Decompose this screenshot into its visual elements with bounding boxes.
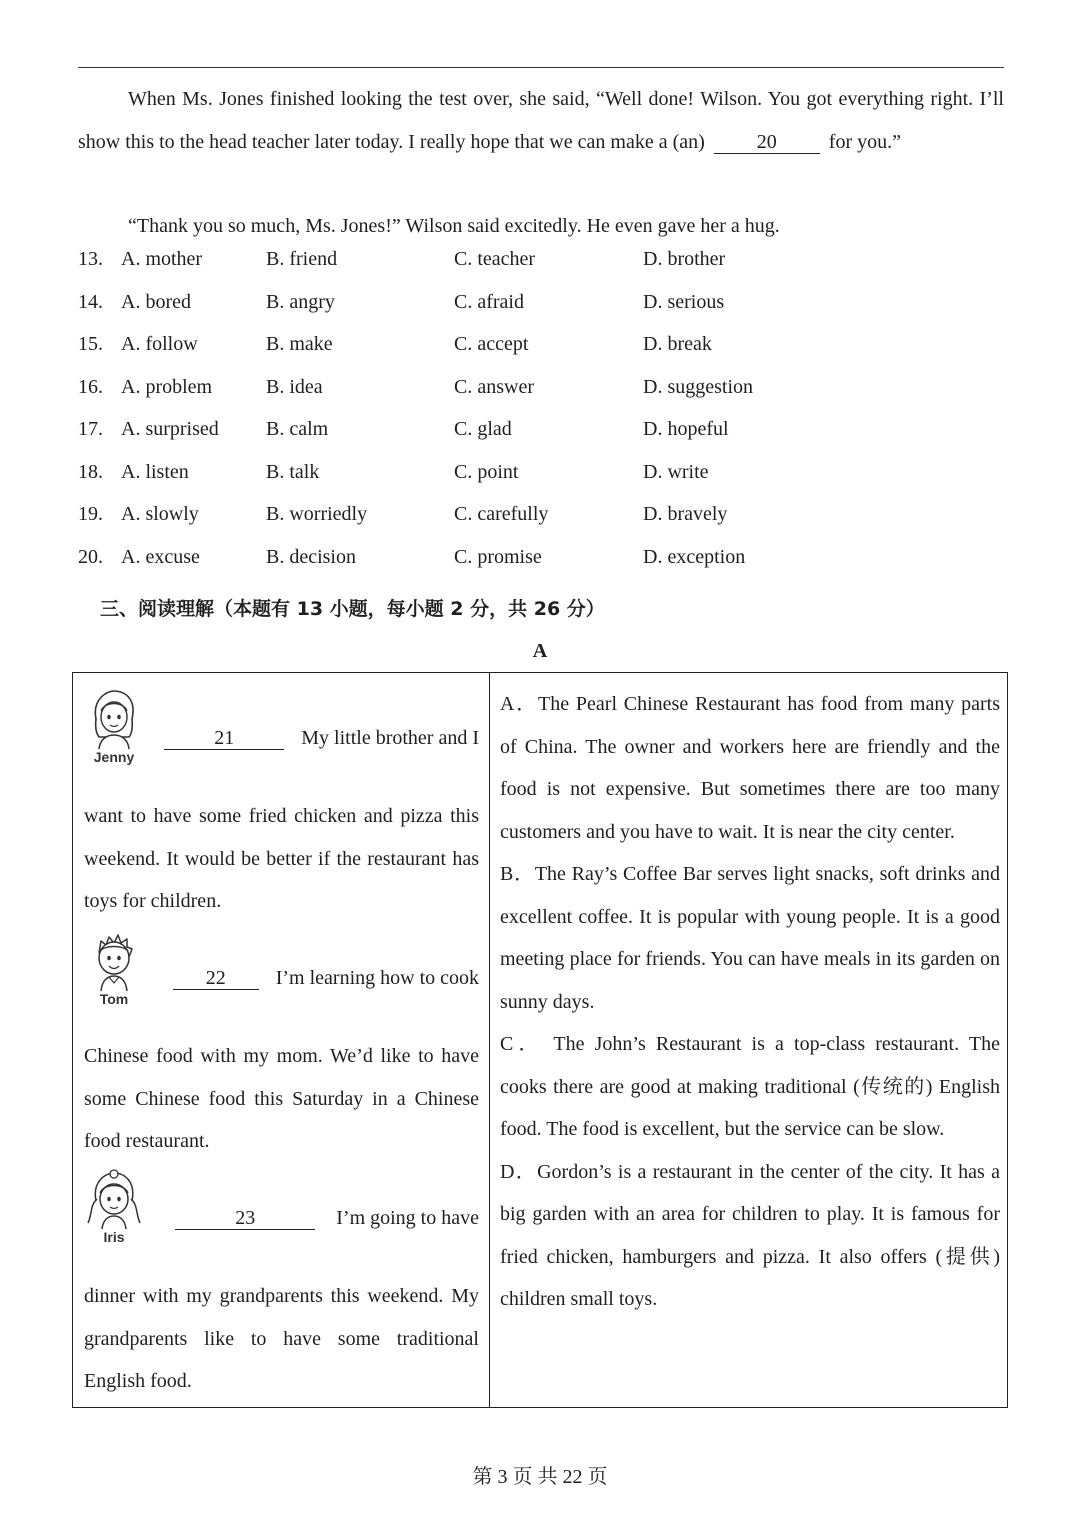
girl-with-braids-avatar-icon [84,1169,144,1231]
passage-paragraph-2 [78,205,1004,248]
option-a: A. listen [121,461,189,483]
option-d: D. brother [643,248,726,270]
option-b: B. make [266,333,333,355]
passage-paragraph-1 [78,78,1004,163]
question-row [78,248,1004,290]
boy-avatar-icon [87,931,141,993]
matching-table [72,672,1008,1408]
passage-text: When Ms. Jones finished looking the test over, she said, “Well done! Wilson. You got everything right. I’ll show this to the head teacher later today. I really hope that we can make a (an) [78,88,1004,153]
page-footer: 第 3 页 共 22 页 [472,1466,608,1488]
option-c: C. accept [454,333,529,355]
table-divider [489,673,490,1407]
first-line [171,1203,479,1233]
option-c: C. point [454,461,519,483]
question-row [78,461,1004,503]
option-c: C. answer [454,376,534,398]
person-text: dinner with my grandparents this weekend. My grandparents like to have some traditional English food. [84,1285,479,1392]
question-row [78,546,1004,588]
option-b: B. friend [266,248,338,270]
option-d: D. exception [643,546,746,568]
option-b: B. decision [266,546,356,568]
restaurants-column [500,683,1000,1321]
question-number: 18. [78,461,103,483]
option-b: B. worriedly [266,503,368,525]
avatar [84,1169,144,1245]
option-d: D. hopeful [643,418,729,440]
first-line-text: I’m learning how to cook [275,967,479,989]
question-number: 19. [78,503,103,525]
option-a: A. mother [121,248,203,270]
restaurant-d: D．Gordon’s is a restaurant in the center of the city. It has a big garden with an area for children to play. It is famous for fried chicken, hamburgers and pizza. It also offers (提供) children small toys. [500,1160,1000,1310]
question-row [78,503,1004,545]
answer-blank-22: 22 [173,967,259,990]
section-title: 三、阅读理解（本题有 13 小题，每小题 2 分，共 26 分） [100,598,605,620]
avatar [84,689,144,765]
option-a: A. slowly [121,503,199,525]
option-a: A. surprised [121,418,219,440]
answer-blank-23: 23 [175,1207,315,1230]
option-d: D. serious [643,291,725,313]
question-row [78,333,1004,375]
option-b: B. idea [266,376,323,398]
person-name: Iris [103,1229,125,1245]
option-c: C. afraid [454,291,524,313]
question-row [78,291,1004,333]
option-d: D. bravely [643,503,728,525]
option-a: A. follow [121,333,198,355]
option-b: B. calm [266,418,329,440]
person-name: Jenny [93,749,135,765]
option-c: C. glad [454,418,512,440]
restaurant-c: C． The John’s Restaurant is a top-class restaurant. The cooks there are good at making traditional (传统的) English food. The food is excellent, but the service can be slow. [500,1033,1000,1140]
answer-blank-21: 21 [164,727,284,750]
option-c: C. carefully [454,503,549,525]
header-rule [78,67,1004,68]
passage-text-end: for you.” [828,130,901,153]
question-number: 15. [78,333,103,355]
question-row [78,376,1004,418]
option-a: A. bored [121,291,191,313]
option-b: B. angry [266,291,335,313]
option-a: A. excuse [121,546,200,568]
person-text: Chinese food with my mom. We’d like to have some Chinese food this Saturday in a Chinese food restaurant. [84,1045,479,1152]
question-row [78,418,1004,460]
option-d: D. write [643,461,709,483]
option-d: D. break [643,333,712,355]
option-a: A. problem [121,376,213,398]
first-line-text: My little brother and I [301,727,479,749]
option-c: C. promise [454,546,542,568]
option-b: B. talk [266,461,320,483]
person-name: Tom [99,991,129,1007]
answer-blank-20: 20 [714,131,820,154]
first-line [169,963,479,993]
person-text: want to have some fried chicken and pizza this weekend. It would be better if the restaurant has toys for children. [84,805,479,912]
question-number: 13. [78,248,103,270]
question-number: 14. [78,291,103,313]
restaurant-a: A．The Pearl Chinese Restaurant has food from many parts of China. The owner and workers here are friendly and the food is not expensive. But sometimes there are too many customers and you have to wait. It is near the city center. [500,693,1000,843]
question-number: 17. [78,418,103,440]
passage-text: “Thank you so much, Ms. Jones!” Wilson said excitedly. He even gave her a hug. [128,215,780,237]
option-d: D. suggestion [643,376,753,398]
restaurant-b: B．The Ray’s Coffee Bar serves light snacks, soft drinks and excellent coffee. It is popular with young people. It is a good meeting place for friends. You can have meals in its garden on sunny days. [500,863,1000,1013]
question-number: 20. [78,546,103,568]
avatar [84,931,144,1007]
first-line-text: I’m going to have [336,1207,479,1229]
first-line [160,723,479,753]
girl-avatar-icon [87,689,141,751]
part-label: A [532,640,548,662]
option-c: C. teacher [454,248,536,270]
question-number: 16. [78,376,103,398]
